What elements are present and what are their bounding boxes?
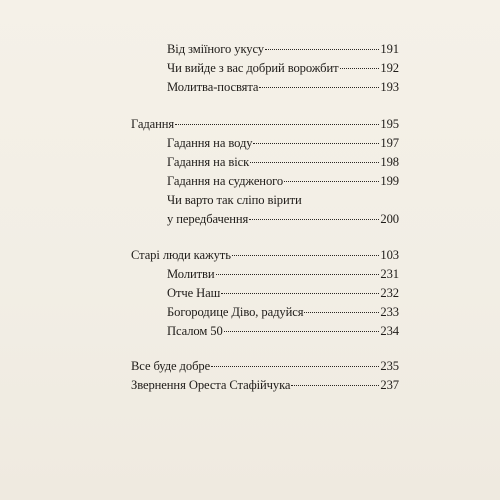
toc-entry-prayers bbox=[167, 267, 399, 282]
toc-page-number: 191 bbox=[380, 42, 399, 56]
toc-page-number: 237 bbox=[380, 378, 399, 392]
toc-page-number: 231 bbox=[380, 267, 399, 281]
dot-leader bbox=[253, 143, 379, 144]
toc-section-title: Гадання bbox=[131, 117, 175, 131]
toc-page-number: 193 bbox=[380, 80, 399, 94]
toc-section-divination bbox=[131, 117, 399, 132]
toc-page-number: 192 bbox=[380, 61, 399, 75]
toc-page-number: 200 bbox=[380, 212, 399, 226]
dot-leader bbox=[224, 331, 380, 332]
dot-leader bbox=[291, 385, 379, 386]
toc-section-appeal bbox=[131, 378, 399, 393]
toc-section-title: Старі люди кажуть bbox=[131, 248, 231, 262]
toc-page-number: 235 bbox=[380, 359, 399, 373]
toc-entry-fortune-teller bbox=[167, 61, 399, 76]
toc-entry-our-father bbox=[167, 286, 399, 301]
dot-leader bbox=[304, 312, 379, 313]
toc-section-title: Звернення Ореста Стафійчука bbox=[131, 378, 291, 392]
dot-leader bbox=[249, 219, 379, 220]
toc-entry-title: Гадання на судженого bbox=[167, 174, 284, 188]
dot-leader bbox=[221, 293, 379, 294]
toc-page-number: 232 bbox=[380, 286, 399, 300]
toc-page-number: 199 bbox=[380, 174, 399, 188]
toc-entry-title: Богородице Діво, радуйся bbox=[167, 305, 304, 319]
toc-entry-water-divination bbox=[167, 136, 399, 151]
toc-entry-title: Молитви bbox=[167, 267, 215, 281]
toc-entry-title: Гадання на віск bbox=[167, 155, 250, 169]
dot-leader bbox=[211, 366, 379, 367]
toc-entry-blind-faith bbox=[167, 193, 399, 227]
toc-entry-wax-divination bbox=[167, 155, 399, 170]
toc-entry-title: Псалом 50 bbox=[167, 324, 223, 338]
toc-section-all-will-be-well bbox=[131, 359, 399, 374]
toc-page-number: 195 bbox=[380, 117, 399, 131]
toc-entry-betrothed-divination bbox=[167, 174, 399, 189]
toc-entry-title-line2: у передбачення bbox=[167, 212, 249, 226]
toc-entry-title: Гадання на воду bbox=[167, 136, 253, 150]
toc-entry-title: Молитва-посвята bbox=[167, 80, 259, 94]
dot-leader bbox=[232, 255, 380, 256]
dot-leader bbox=[265, 49, 379, 50]
toc-page-number: 198 bbox=[380, 155, 399, 169]
toc-entry-snake-bite bbox=[167, 42, 399, 57]
dot-leader bbox=[175, 124, 379, 125]
toc-section-title: Все буде добре bbox=[131, 359, 211, 373]
dot-leader bbox=[284, 181, 379, 182]
toc-page-number: 233 bbox=[380, 305, 399, 319]
toc-page-number: 197 bbox=[380, 136, 399, 150]
toc-entry-title-line1: Чи варто так сліпо вірити bbox=[167, 193, 302, 207]
toc-page-number: 234 bbox=[380, 324, 399, 338]
toc-entry-title: Отче Наш bbox=[167, 286, 221, 300]
dot-leader bbox=[250, 162, 379, 163]
toc-entry-title: Від зміїного укусу bbox=[167, 42, 265, 56]
toc-entry-dedication-prayer bbox=[167, 80, 399, 95]
toc-entry-hail-mary bbox=[167, 305, 399, 320]
toc-entry-psalm-50 bbox=[167, 324, 399, 339]
dot-leader bbox=[340, 68, 380, 69]
toc-entry-title: Чи вийде з вас добрий ворожбит bbox=[167, 61, 339, 75]
dot-leader bbox=[259, 87, 379, 88]
toc-page-number: 103 bbox=[380, 248, 399, 262]
dot-leader bbox=[216, 274, 380, 275]
toc-section-old-people-say bbox=[131, 248, 399, 263]
